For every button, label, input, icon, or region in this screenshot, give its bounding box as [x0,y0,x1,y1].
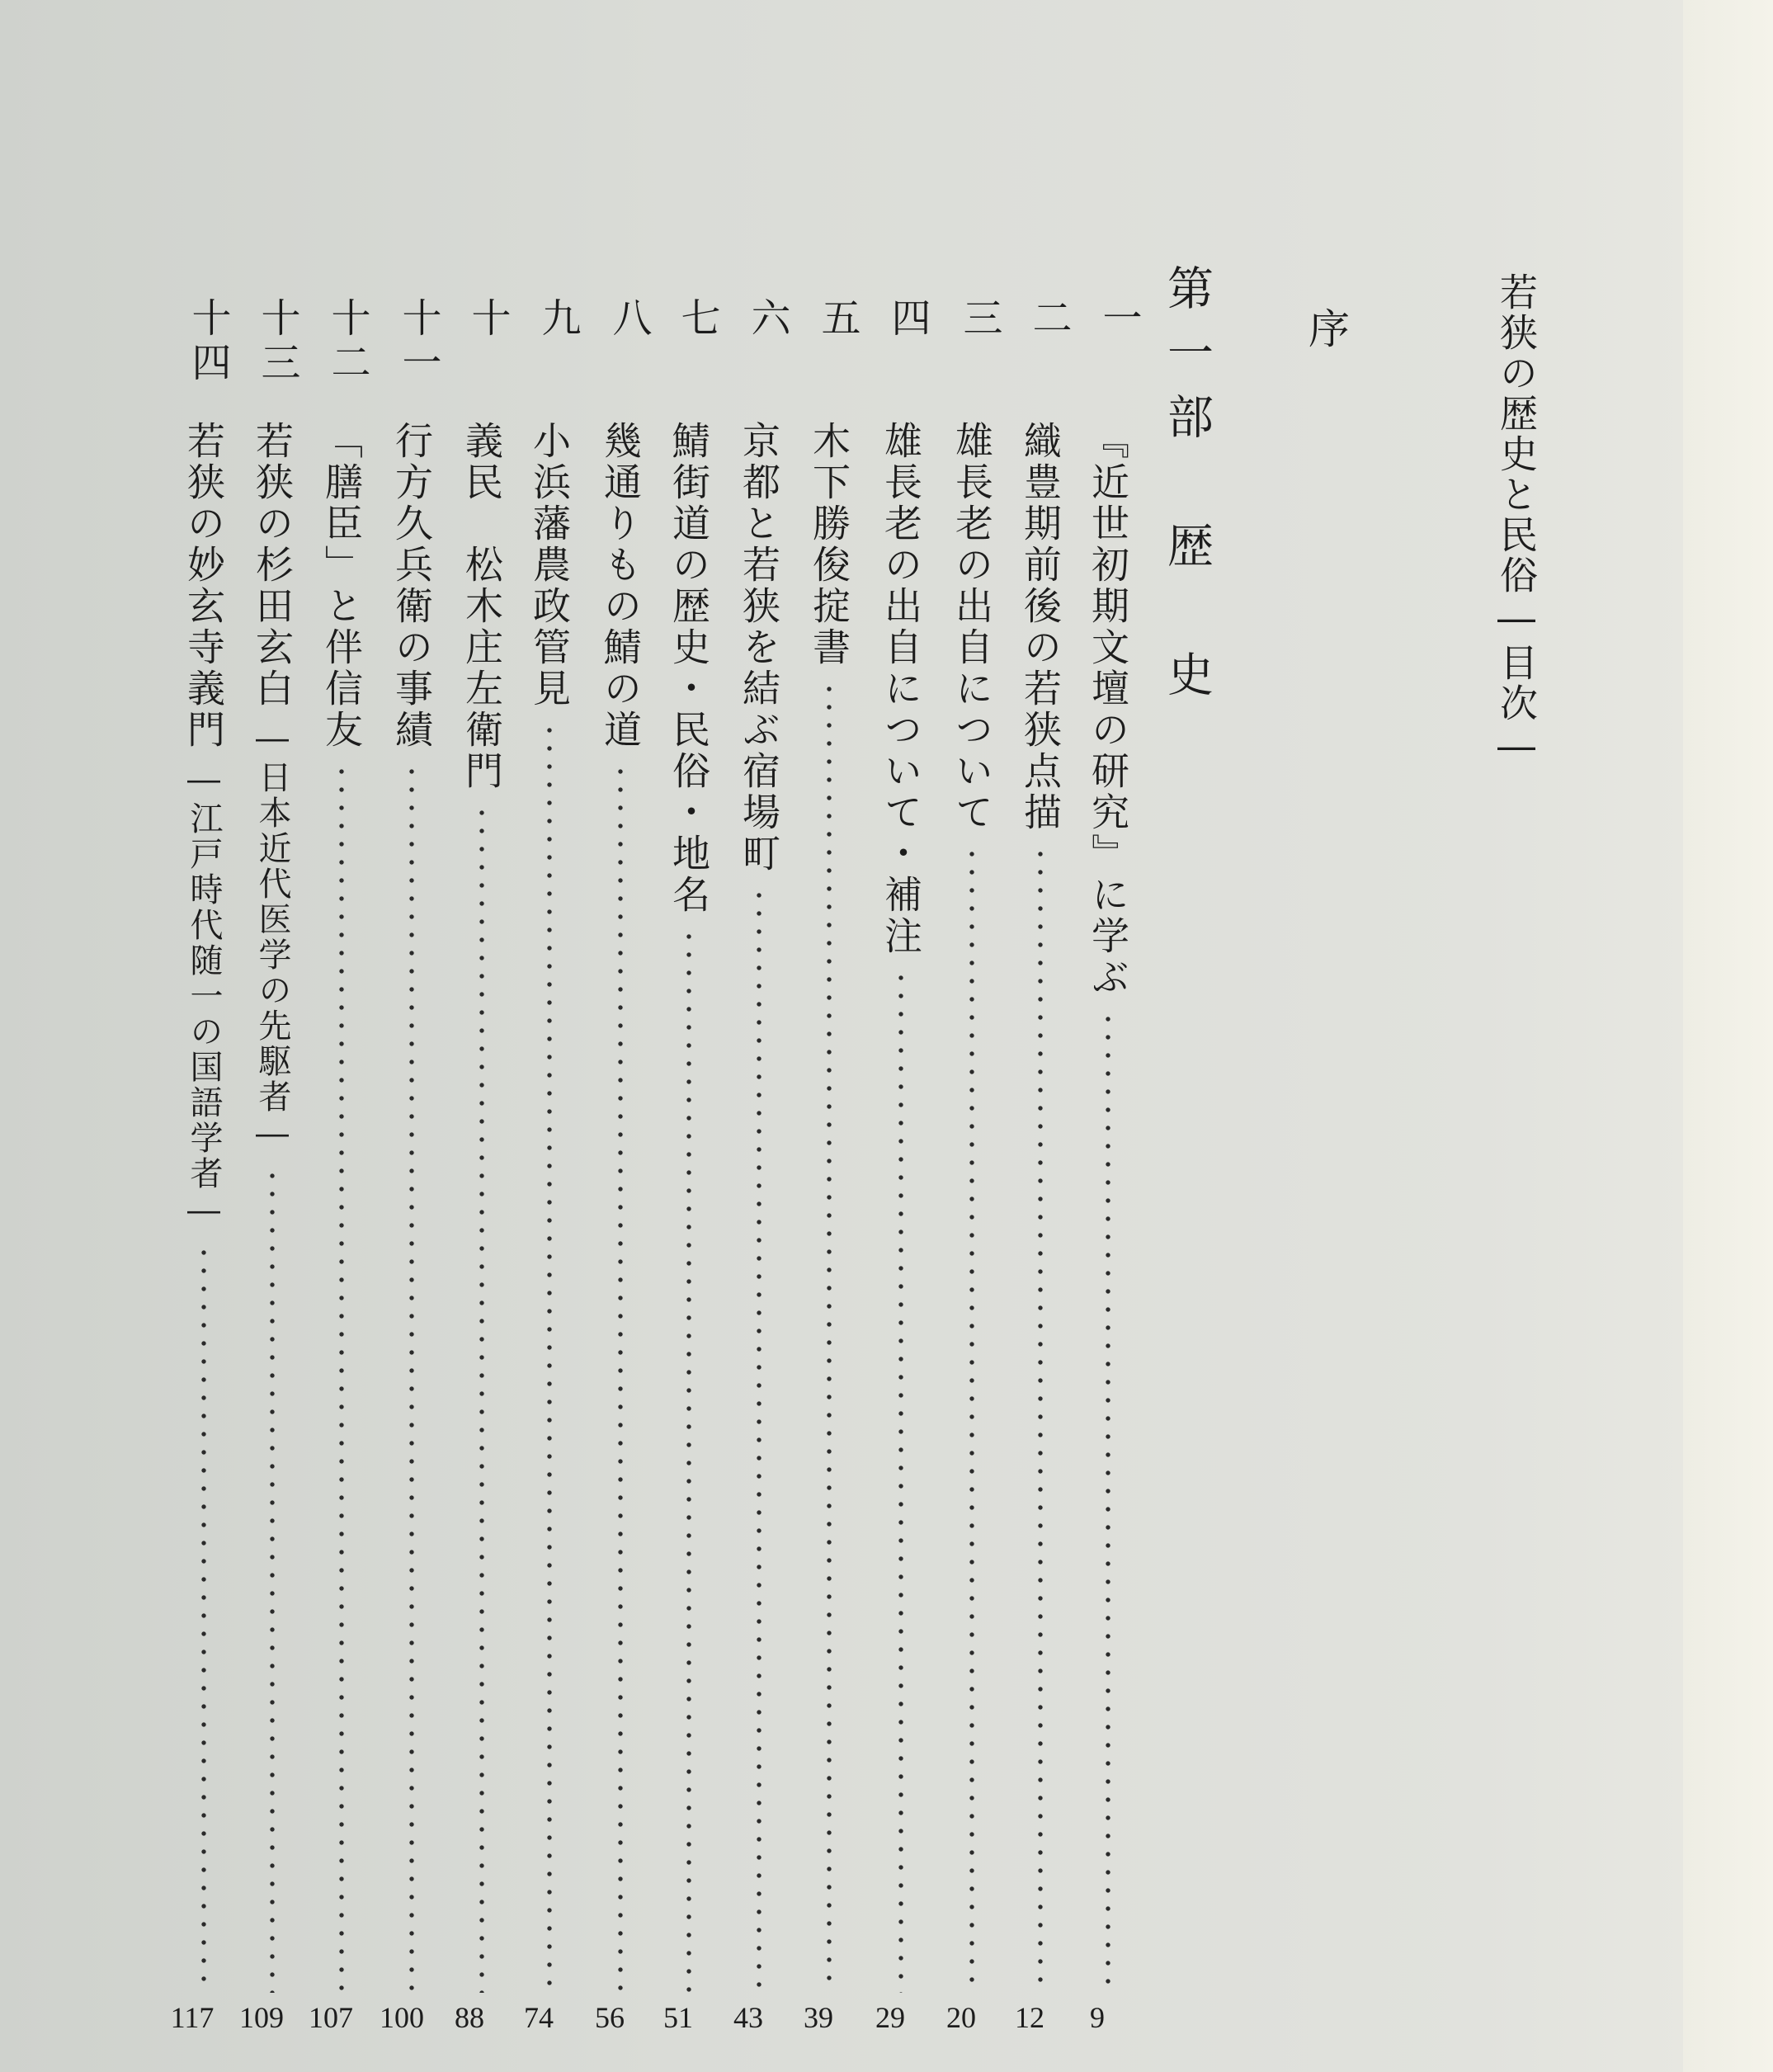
leader-dots [530,721,568,1993]
entry-page-number: 117 [170,2001,215,2034]
entry-title: 『近世初期文壇の研究』に学ぶ [1086,421,1130,998]
entry-title: 京都と若狭を結ぶ宿場町 [737,421,781,875]
toc-entry[interactable] [598,421,643,1993]
toc-entry[interactable] [950,421,994,1993]
toc-entry[interactable] [1018,421,1063,1993]
entry-number: 九 [535,297,581,342]
leader-dots [810,680,848,1993]
entry-subtitle: ―江戸時代随一の国語学者― [185,761,223,1232]
entry-title: 織豊期前後の若狭点描 [1018,421,1063,833]
entry-title: 幾通りもの鯖の道 [598,421,643,751]
entry-page-number: 20 [946,2001,976,2034]
toc-entry[interactable] [527,421,572,1993]
leader-dots [953,845,991,1993]
entry-page-number: 74 [524,2001,554,2034]
entry-subtitle: ―日本近代医学の先駆者― [253,720,291,1155]
entry-number: 二 [1026,297,1072,342]
leader-dots [253,1167,291,1993]
entry-number: 一 [1096,297,1142,342]
entry-title: 鯖街道の歴史・民俗・地名 [667,421,711,916]
entry-title: 若狭の妙玄寺義門 [182,421,226,751]
leader-dots [882,969,920,1993]
leader-dots [1089,1010,1127,1993]
entry-page-number: 56 [595,2001,625,2034]
entry-page-number: 43 [733,2001,763,2034]
entry-page-number: 107 [309,2001,353,2034]
toc-entry[interactable] [250,421,295,1993]
page-edge [1683,0,1773,2072]
entry-title: 小浜藩農政管見 [527,421,572,710]
toc-entry[interactable] [389,421,434,1993]
entry-number: 六 [744,297,790,342]
entry-number: 十三 [254,297,300,386]
entry-title: 雄長老の出自について [950,421,994,833]
entry-page-number: 9 [1090,2001,1105,2034]
leader-dots [1021,845,1059,1993]
entry-page-number: 12 [1015,2001,1044,2034]
entry-number: 三 [956,297,1002,342]
toc-entry[interactable] [1086,421,1130,1993]
entry-page-number: 51 [663,2001,693,2034]
leader-dots [463,804,501,1993]
toc-entry[interactable] [319,421,364,1993]
toc-entry[interactable] [460,421,504,1993]
entry-title: 行方久兵衛の事績 [389,421,434,751]
leader-dots [601,762,639,1993]
entry-page-number: 109 [239,2001,284,2034]
preface-heading: 序 [1302,307,1350,348]
toc-entry[interactable] [737,421,781,1993]
entry-number: 十 [464,297,511,342]
entry-number: 十二 [324,297,370,386]
entry-title: 雄長老の出自について・補注 [879,421,923,957]
entry-number: 七 [674,297,720,342]
toc-entry[interactable] [807,421,851,1993]
entry-page-number: 100 [380,2001,424,2034]
entry-page-number: 39 [804,2001,833,2034]
leader-dots [185,1244,223,1993]
toc-entry[interactable] [879,421,923,1993]
leader-dots [670,927,708,1993]
toc-entry[interactable] [182,421,226,1993]
entry-number: 五 [814,297,861,342]
part-heading: 第一部 歴 史 [1160,264,1214,715]
entry-title: 義民 松木庄左衛門 [460,421,504,792]
leader-dots [740,886,778,1993]
toc-entry[interactable] [667,421,711,1993]
leader-dots [323,762,361,1993]
entry-page-number: 88 [455,2001,484,2034]
leader-dots [393,762,431,1993]
entry-number: 八 [606,297,652,342]
entry-number: 十四 [185,297,231,386]
entry-number: 十一 [395,297,441,386]
entry-title: 若狭の杉田玄白 [250,421,295,710]
entry-page-number: 29 [875,2001,905,2034]
book-title: 若狭の歴史と民俗―目次― [1494,272,1539,771]
entry-title: 「膳臣」と伴信友 [319,421,364,751]
entry-title: 木下勝俊掟書 [807,421,851,668]
entry-number: 四 [884,297,931,342]
